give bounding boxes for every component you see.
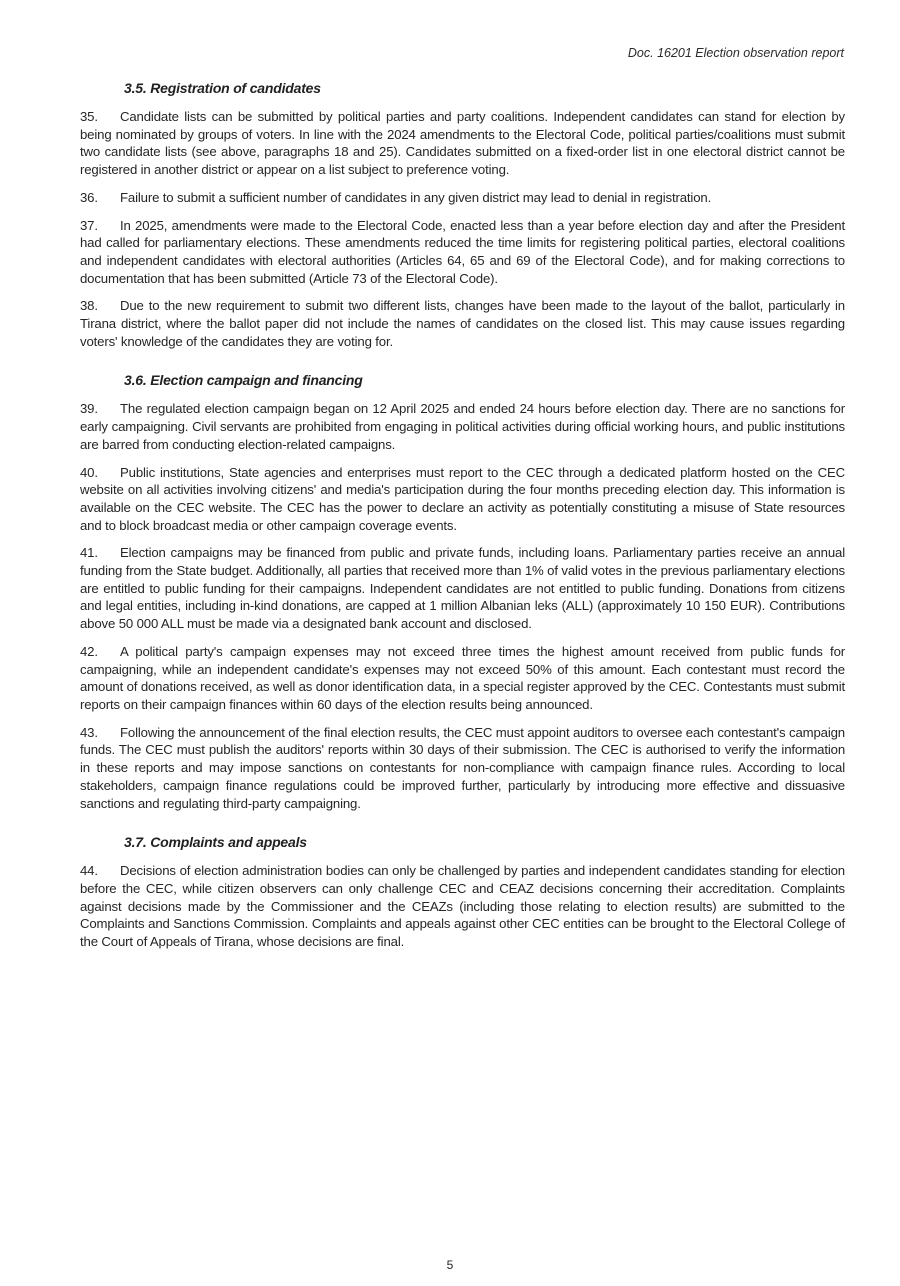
section-heading-registration: 3.5. Registration of candidates: [124, 80, 321, 96]
running-header: Doc. 16201 Election observation report: [627, 46, 844, 60]
paragraph-text: Decisions of election administration bodies can only be challenged by parties and independent candidates standing for election before the CEC, while citizen observers can only challenge CEC and CEAZ decisions concerning their accreditation. Complaints against decisions made by the Commissioner and the CEAZs (including those relating to election results) are submitted to the Complaints and Sanctions Commission. Complaints and appeals against other CEC entities can be brought to the Electoral College of the Court of Appeals of Tirana, whose decisions are final.: [80, 863, 845, 950]
paragraph-36: [80, 189, 845, 207]
paragraph-42: [80, 643, 845, 714]
paragraph-text: Following the announcement of the final election results, the CEC must appoint auditors to oversee each contestant's campaign funds. The CEC must publish the auditors' reports within 30 days of their submission. The CEC is authorised to verify the information in these reports and may impose sanctions on contestants for non-compliance with campaign finance rules. According to local stakeholders, campaign finance regulations could be improved further, particularly by introducing more effective and dissuasive sanctions and regulating third-party campaigning.: [80, 724, 845, 811]
paragraph-text: Candidate lists can be submitted by political parties and party coalitions. Independent candidates can stand for election by being nominated by groups of voters. In line with the 2024 amendments to the Electoral Code, political parties/coalitions must submit two candidate lists (see above, paragraphs 18 and 25). Candidates submitted on a fixed-order list in one electoral district cannot be registered in another district or appear on a list subject to preference voting.: [80, 109, 845, 178]
paragraph-37: [80, 217, 845, 288]
section-heading-complaints-appeals: 3.7. Complaints and appeals: [124, 834, 307, 851]
paragraph-number: 42.: [80, 643, 98, 659]
paragraph-38: [80, 297, 845, 350]
page-number: 5: [446, 1258, 454, 1272]
section-spacer: [80, 360, 845, 372]
paragraph-number: 35.: [80, 109, 98, 124]
paragraph-text: In 2025, amendments were made to the Electoral Code, enacted less than a year before election day and after the President had called for parliamentary elections. These amendments reduced the time limits for registering political parties, electoral coalitions and independent candidates with electoral authorities (Articles 64, 65 and 69 of the Electoral Code), and for making corrections to documentation that has been submitted (Article 73 of the Electoral Code).: [80, 217, 845, 286]
paragraph-35: [80, 108, 845, 179]
paragraph-number: 43.: [80, 724, 98, 740]
paragraph-number: 37.: [80, 217, 98, 233]
paragraph-number: 41.: [80, 545, 98, 561]
paragraph-text: Due to the new requirement to submit two different lists, changes have been made to the layout of the ballot, particularly in Tirana district, where the ballot paper did not include the names of candidates on the closed list. This may cause issues regarding voters' knowledge of the candidates they are voting for.: [80, 298, 845, 349]
paragraph-44: [80, 862, 845, 951]
paragraph-number: 44.: [80, 863, 98, 879]
paragraph-number: 38.: [80, 298, 98, 314]
paragraph-43: [80, 724, 845, 813]
section-spacer: [80, 822, 845, 834]
paragraph-text: Public institutions, State agencies and enterprises must report to the CEC through a dedicated platform hosted on the CEC website on all activities involving citizens' and media's participation during the four months preceding election day. This information is available on the CEC website. The CEC has the power to declare an activity as potentially constituting a misuse of State resources and to block broadcast media or other campaign coverage events.: [80, 464, 845, 533]
paragraph-number: 40.: [80, 464, 98, 480]
paragraph-40: [80, 464, 845, 535]
paragraph-number: 39.: [80, 401, 98, 417]
paragraph-39: [80, 400, 845, 453]
paragraph-text: Election campaigns may be financed from public and private funds, including loans. Parliamentary parties receive an annual funding from the State budget. Additionally, all parties that received more than 1% of valid votes in the previous parliamentary elections are entitled to public funding for their campaigns. Independent candidates are not entitled to public funding. Donations from citizens and legal entities, including in-kind donations, are capped at 1 million Albanian leks (ALL) (approximately 10 150 EUR). Contributions above 50 000 ALL must be made via a designated bank account and disclosed.: [80, 545, 845, 632]
paragraph-41: [80, 544, 845, 633]
paragraph-text: A political party's campaign expenses may not exceed three times the highest amount received from public funds for campaigning, while an independent candidate's expenses may not exceed 50% of this amount. Each contestant must record the amount of donations received, as well as donor identification data, in a special register approved by the CEC. Contestants must submit reports on their campaign finances within 60 days of the election results being announced.: [80, 643, 845, 712]
paragraph-text: Failure to submit a sufficient number of candidates in any given district may lead to denial in registration.: [120, 189, 712, 205]
paragraph-number: 36.: [80, 189, 98, 205]
page-body: [80, 80, 845, 961]
section-heading-campaign-financing: 3.6. Election campaign and financing: [124, 372, 363, 389]
paragraph-text: The regulated election campaign began on 12 April 2025 and ended 24 hours before election day. There are no sanctions for early campaigning. Civil servants are prohibited from engaging in political activities during official working hours, and public institutions are barred from conducting election-related campaigns.: [80, 401, 845, 452]
